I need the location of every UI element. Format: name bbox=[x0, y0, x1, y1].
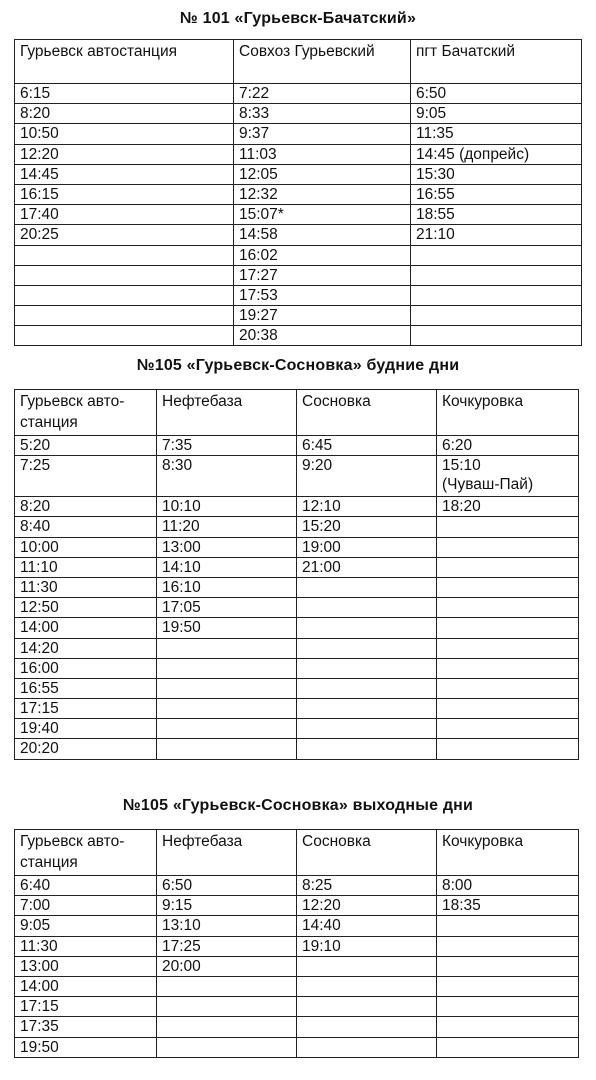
table-row bbox=[15, 436, 579, 456]
time-cell bbox=[437, 1037, 579, 1057]
time-cell bbox=[437, 699, 579, 719]
column-header: Сосновка bbox=[297, 390, 437, 436]
time-cell: 6:45 bbox=[297, 436, 437, 456]
table-row bbox=[15, 497, 579, 517]
time-cell bbox=[437, 577, 579, 597]
time-cell: 19:50 bbox=[157, 618, 297, 638]
time-cell: 14:45 bbox=[15, 164, 234, 184]
time-cell bbox=[297, 976, 437, 996]
time-cell: 18:35 bbox=[437, 896, 579, 916]
time-cell: 16:00 bbox=[15, 658, 157, 678]
table-row bbox=[15, 517, 579, 537]
time-cell: 11:20 bbox=[157, 517, 297, 537]
table-row bbox=[15, 124, 582, 144]
time-cell: 14:20 bbox=[15, 638, 157, 658]
time-cell: 14:00 bbox=[15, 618, 157, 638]
time-cell: 11:30 bbox=[15, 936, 157, 956]
time-cell bbox=[297, 658, 437, 678]
schedule-table-route-105-weekends bbox=[14, 829, 579, 1058]
time-cell bbox=[297, 1037, 437, 1057]
time-cell bbox=[437, 537, 579, 557]
time-cell: 19:40 bbox=[15, 719, 157, 739]
table-row bbox=[15, 876, 579, 896]
column-header: Кочкуровка bbox=[437, 390, 579, 436]
table-row bbox=[15, 658, 579, 678]
time-cell bbox=[157, 658, 297, 678]
time-cell bbox=[297, 678, 437, 698]
time-cell: 10:00 bbox=[15, 537, 157, 557]
time-cell bbox=[411, 326, 582, 346]
time-cell: 8:33 bbox=[234, 104, 411, 124]
time-cell: 12:32 bbox=[234, 184, 411, 204]
table-header-row bbox=[15, 830, 579, 876]
section-title-route-105-weekdays: №105 «Гурьевск-Сосновка» будние дни bbox=[136, 357, 460, 374]
time-cell: 9:37 bbox=[234, 124, 411, 144]
time-cell: 18:20 bbox=[437, 497, 579, 517]
time-cell bbox=[297, 956, 437, 976]
time-cell: 20:25 bbox=[15, 225, 234, 245]
table-row bbox=[15, 638, 579, 658]
time-cell: 16:55 bbox=[15, 678, 157, 698]
time-cell: 7:00 bbox=[15, 896, 157, 916]
time-cell: 16:55 bbox=[411, 184, 582, 204]
time-cell: 6:20 bbox=[437, 436, 579, 456]
table-row bbox=[15, 1037, 579, 1057]
time-cell: 18:55 bbox=[411, 205, 582, 225]
time-cell bbox=[157, 699, 297, 719]
column-header: Совхоз Гурьевский bbox=[234, 40, 411, 84]
time-cell: 16:02 bbox=[234, 245, 411, 265]
time-cell bbox=[437, 1017, 579, 1037]
time-cell: 14:10 bbox=[157, 557, 297, 577]
time-cell bbox=[411, 245, 582, 265]
time-cell bbox=[437, 956, 579, 976]
time-cell bbox=[437, 678, 579, 698]
time-cell: 21:00 bbox=[297, 557, 437, 577]
time-cell: 17:35 bbox=[15, 1017, 157, 1037]
table-row bbox=[15, 205, 582, 225]
time-cell bbox=[411, 306, 582, 326]
table-header-row bbox=[15, 390, 579, 436]
time-cell: 19:00 bbox=[297, 537, 437, 557]
column-header: пгт Бачатский bbox=[411, 40, 582, 84]
table-row bbox=[15, 225, 582, 245]
time-cell: 13:10 bbox=[157, 916, 297, 936]
time-cell: 12:20 bbox=[15, 144, 234, 164]
time-cell: 14:00 bbox=[15, 976, 157, 996]
time-cell: 20:38 bbox=[234, 326, 411, 346]
table-row bbox=[15, 577, 579, 597]
time-cell bbox=[437, 618, 579, 638]
time-cell bbox=[297, 739, 437, 759]
table-row bbox=[15, 104, 582, 124]
time-cell: 8:20 bbox=[15, 104, 234, 124]
time-cell: 14:40 bbox=[297, 916, 437, 936]
table-row bbox=[15, 699, 579, 719]
time-cell: 6:50 bbox=[157, 876, 297, 896]
time-cell: 17:53 bbox=[234, 285, 411, 305]
column-header: Нефтебаза bbox=[157, 390, 297, 436]
time-cell bbox=[297, 618, 437, 638]
table-row bbox=[15, 285, 582, 305]
section-title-route-101: № 101 «Гурьевск-Бачатский» bbox=[179, 10, 417, 27]
time-cell bbox=[157, 997, 297, 1017]
time-cell bbox=[15, 326, 234, 346]
section-title-route-105-weekends: №105 «Гурьевск-Сосновка» выходные дни bbox=[122, 797, 474, 814]
table-row bbox=[15, 739, 579, 759]
time-cell: 6:50 bbox=[411, 84, 582, 104]
time-cell bbox=[437, 719, 579, 739]
time-cell: 11:35 bbox=[411, 124, 582, 144]
time-cell bbox=[297, 577, 437, 597]
time-cell: 20:00 bbox=[157, 956, 297, 976]
time-cell: 9:05 bbox=[411, 104, 582, 124]
table-row bbox=[15, 997, 579, 1017]
time-cell: 15:20 bbox=[297, 517, 437, 537]
time-cell bbox=[157, 1017, 297, 1037]
time-cell: 12:10 bbox=[297, 497, 437, 517]
time-cell: 8:20 bbox=[15, 497, 157, 517]
time-cell: 14:58 bbox=[234, 225, 411, 245]
time-cell: 11:30 bbox=[15, 577, 157, 597]
time-cell: 12:05 bbox=[234, 164, 411, 184]
time-cell bbox=[157, 638, 297, 658]
schedule-table-route-105-weekdays bbox=[14, 389, 579, 760]
time-cell bbox=[411, 265, 582, 285]
time-cell bbox=[297, 1017, 437, 1037]
time-cell bbox=[297, 598, 437, 618]
time-cell: 12:50 bbox=[15, 598, 157, 618]
table-row bbox=[15, 245, 582, 265]
time-cell bbox=[437, 997, 579, 1017]
time-cell: 14:45 (допрейс) bbox=[411, 144, 582, 164]
time-cell bbox=[437, 976, 579, 996]
time-cell: 17:27 bbox=[234, 265, 411, 285]
table-row bbox=[15, 557, 579, 577]
time-cell bbox=[157, 976, 297, 996]
time-cell bbox=[437, 936, 579, 956]
table-row bbox=[15, 916, 579, 936]
time-cell: 16:15 bbox=[15, 184, 234, 204]
table-row bbox=[15, 1017, 579, 1037]
table-header-row bbox=[15, 40, 582, 84]
time-cell: 11:03 bbox=[234, 144, 411, 164]
time-cell: 7:22 bbox=[234, 84, 411, 104]
time-cell: 9:05 bbox=[15, 916, 157, 936]
table-row bbox=[15, 618, 579, 638]
column-header: Гурьевск автостанция bbox=[15, 40, 234, 84]
table-row bbox=[15, 265, 582, 285]
time-cell: 17:40 bbox=[15, 205, 234, 225]
time-cell: 9:20 bbox=[297, 456, 437, 497]
table-row bbox=[15, 184, 582, 204]
time-cell: 8:30 bbox=[157, 456, 297, 497]
time-cell: 9:15 bbox=[157, 896, 297, 916]
time-cell: 8:00 bbox=[437, 876, 579, 896]
time-cell: 5:20 bbox=[15, 436, 157, 456]
column-header: Нефтебаза bbox=[157, 830, 297, 876]
time-cell: 19:50 bbox=[15, 1037, 157, 1057]
table-row bbox=[15, 84, 582, 104]
time-cell bbox=[437, 638, 579, 658]
time-cell: 8:25 bbox=[297, 876, 437, 896]
time-cell: 17:15 bbox=[15, 699, 157, 719]
time-cell: 6:15 bbox=[15, 84, 234, 104]
schedule-table-route-101 bbox=[14, 39, 582, 346]
time-cell bbox=[157, 739, 297, 759]
time-cell: 10:50 bbox=[15, 124, 234, 144]
table-row bbox=[15, 896, 579, 916]
time-cell bbox=[437, 658, 579, 678]
time-cell: 16:10 bbox=[157, 577, 297, 597]
time-cell bbox=[297, 719, 437, 739]
time-cell: 19:10 bbox=[297, 936, 437, 956]
time-cell bbox=[15, 285, 234, 305]
time-cell: 17:15 bbox=[15, 997, 157, 1017]
time-cell bbox=[437, 916, 579, 936]
time-cell bbox=[297, 699, 437, 719]
time-cell: 12:20 bbox=[297, 896, 437, 916]
table-row bbox=[15, 456, 579, 497]
table-row bbox=[15, 306, 582, 326]
time-cell: 7:25 bbox=[15, 456, 157, 497]
time-cell: 20:20 bbox=[15, 739, 157, 759]
time-cell bbox=[437, 557, 579, 577]
time-cell bbox=[15, 265, 234, 285]
time-cell: 6:40 bbox=[15, 876, 157, 896]
time-cell bbox=[157, 678, 297, 698]
table-row bbox=[15, 678, 579, 698]
table-row bbox=[15, 144, 582, 164]
time-cell bbox=[437, 517, 579, 537]
time-cell: 15:07* bbox=[234, 205, 411, 225]
table-row bbox=[15, 936, 579, 956]
time-cell: 7:35 bbox=[157, 436, 297, 456]
time-cell: 10:10 bbox=[157, 497, 297, 517]
column-header: Сосновка bbox=[297, 830, 437, 876]
column-header: Кочкуровка bbox=[437, 830, 579, 876]
time-cell: 21:10 bbox=[411, 225, 582, 245]
time-cell: 8:40 bbox=[15, 517, 157, 537]
time-cell bbox=[437, 739, 579, 759]
column-header: Гурьевск авто- станция bbox=[15, 830, 157, 876]
table-row bbox=[15, 598, 579, 618]
column-header: Гурьевск авто- станция bbox=[15, 390, 157, 436]
time-cell bbox=[15, 306, 234, 326]
time-cell: 11:10 bbox=[15, 557, 157, 577]
time-cell bbox=[297, 638, 437, 658]
table-row bbox=[15, 164, 582, 184]
time-cell: 13:00 bbox=[15, 956, 157, 976]
time-cell bbox=[157, 1037, 297, 1057]
time-cell bbox=[157, 719, 297, 739]
time-cell: 13:00 bbox=[157, 537, 297, 557]
time-cell bbox=[15, 245, 234, 265]
time-cell bbox=[297, 997, 437, 1017]
time-cell bbox=[437, 598, 579, 618]
time-cell: 17:05 bbox=[157, 598, 297, 618]
table-row bbox=[15, 976, 579, 996]
table-row bbox=[15, 326, 582, 346]
time-cell bbox=[411, 285, 582, 305]
table-row bbox=[15, 537, 579, 557]
time-cell: 17:25 bbox=[157, 936, 297, 956]
time-cell: 19:27 bbox=[234, 306, 411, 326]
time-cell: 15:10 (Чуваш-Пай) bbox=[437, 456, 579, 497]
table-row bbox=[15, 719, 579, 739]
time-cell: 15:30 bbox=[411, 164, 582, 184]
table-row bbox=[15, 956, 579, 976]
